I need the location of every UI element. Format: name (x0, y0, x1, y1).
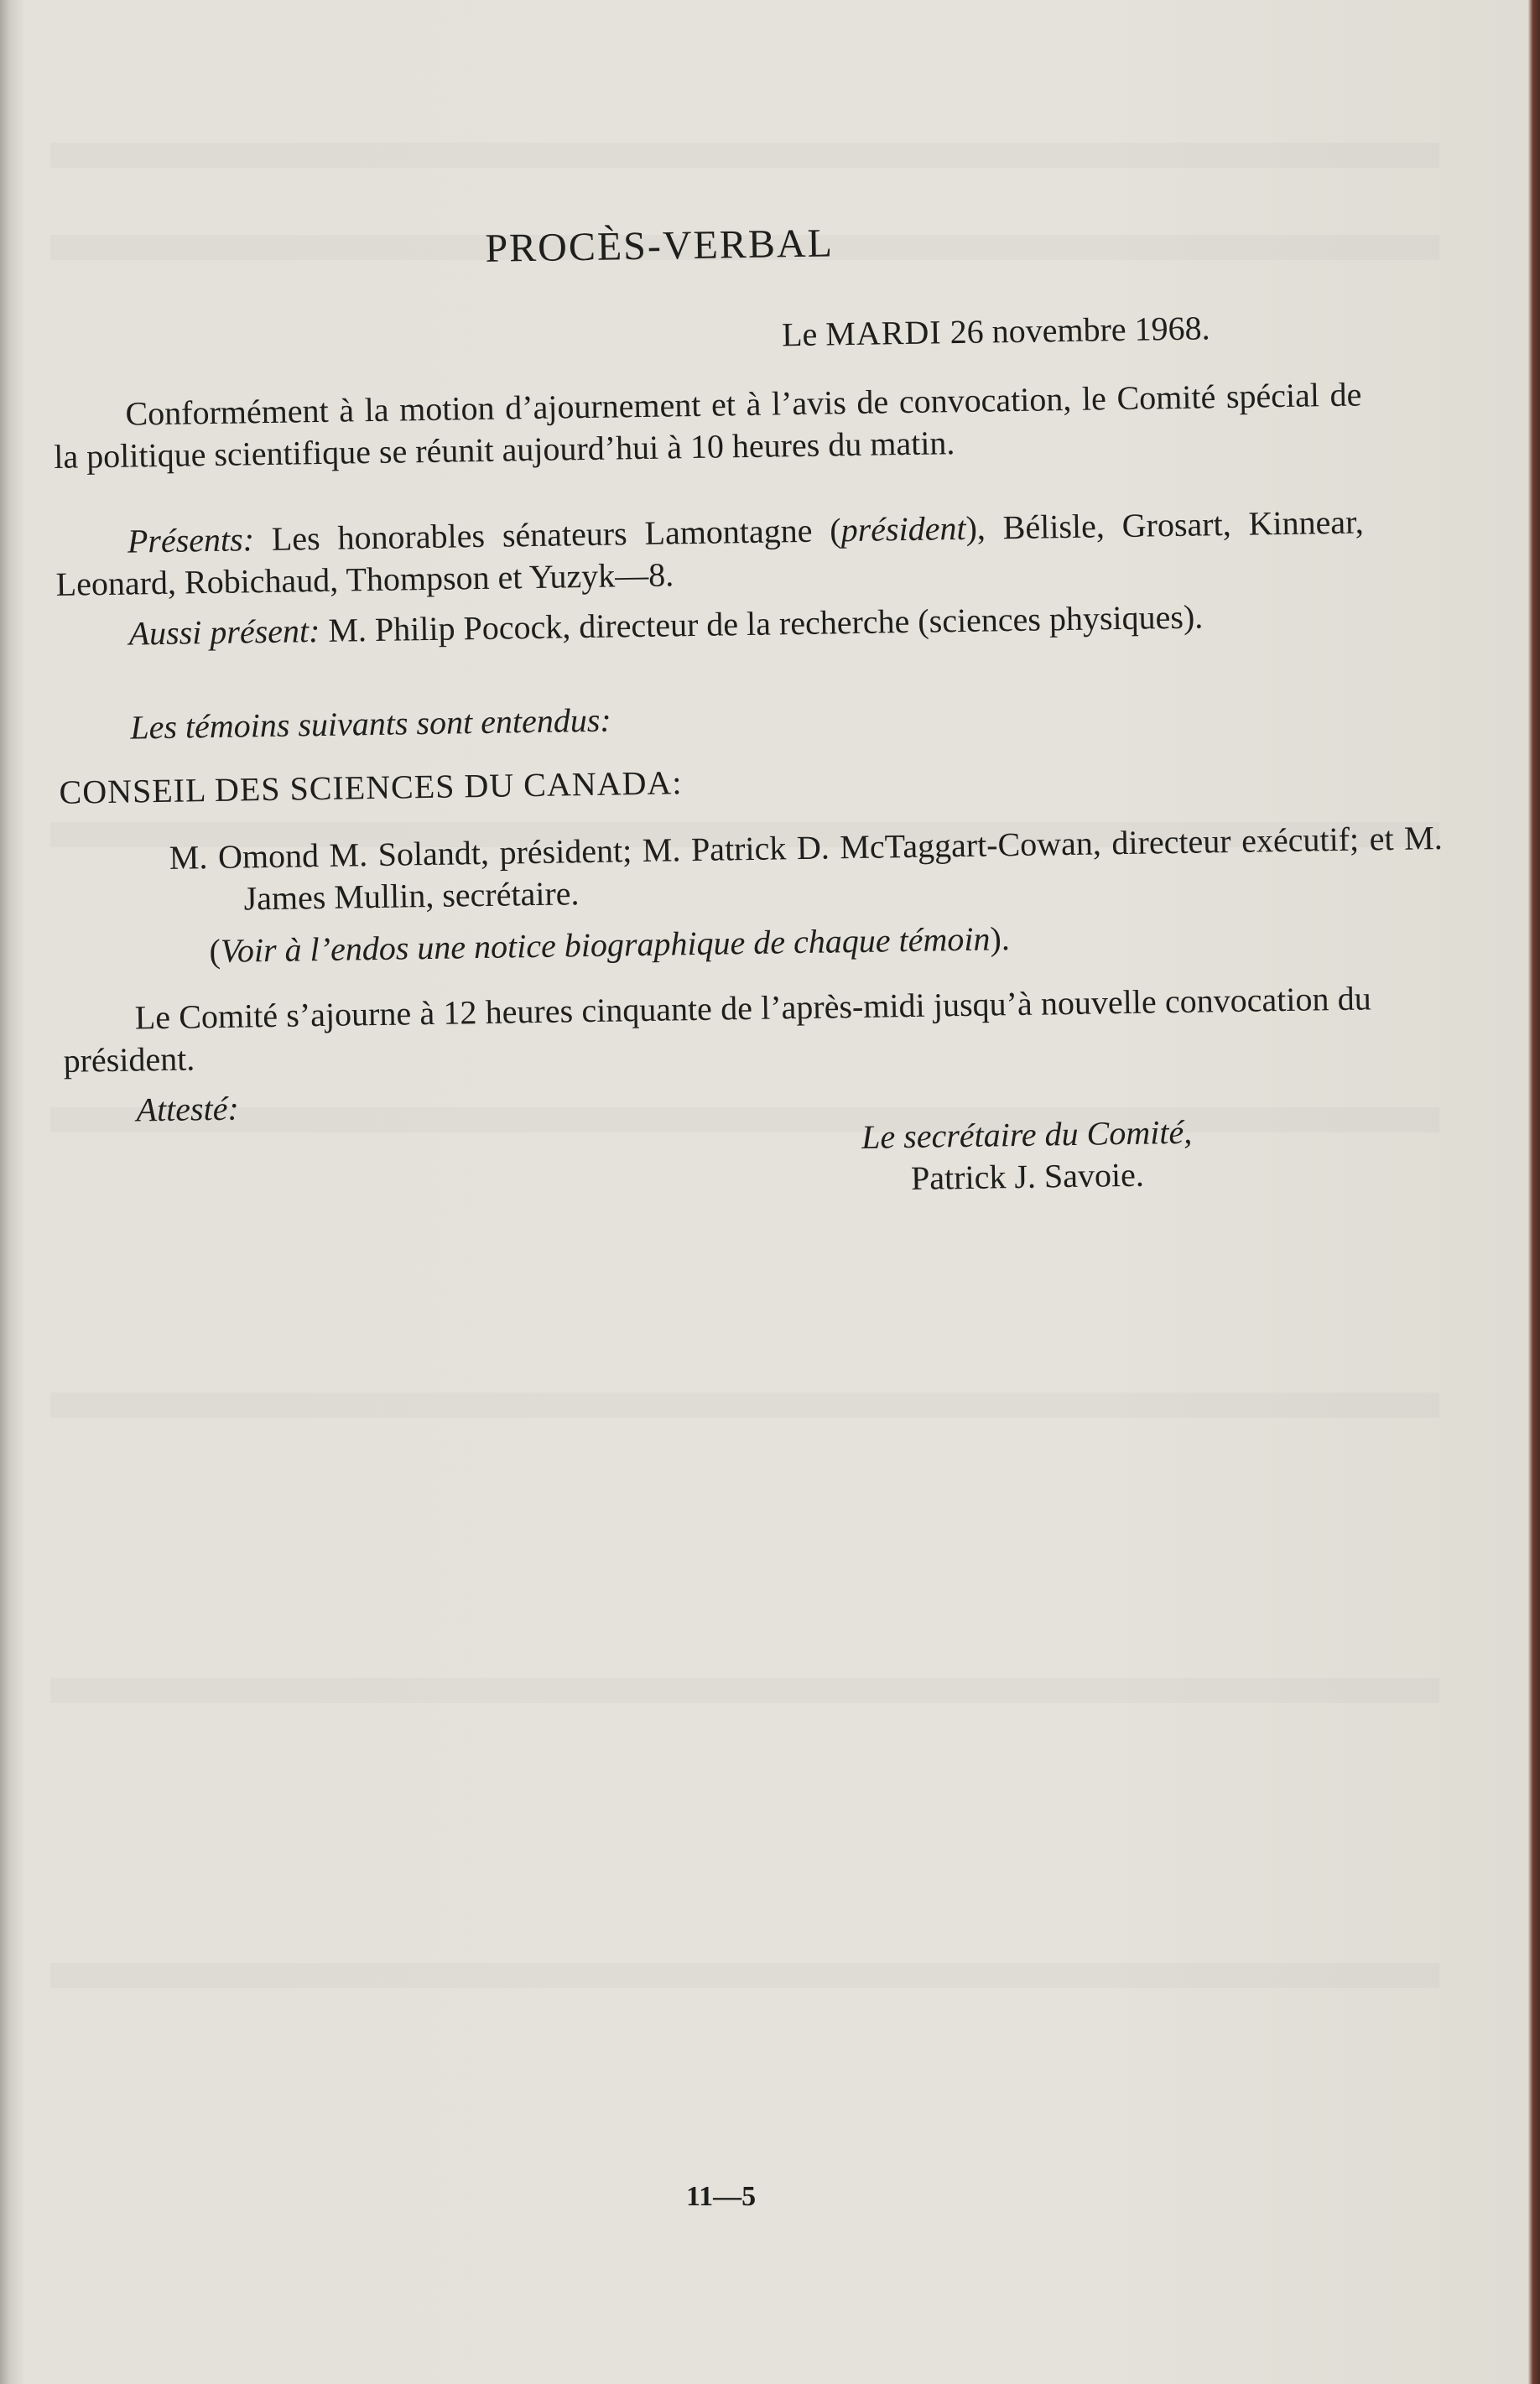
aussi-present-label: Aussi présent: (128, 612, 320, 653)
witnesses-heading: Les témoins suivants sont entendus: (130, 700, 611, 747)
page-title: PROCÈS-VERBAL (485, 221, 835, 271)
signature-block (861, 1111, 1194, 1200)
council-heading: CONSEIL DES SCIENCES DU CANADA: (59, 763, 683, 811)
attested-label: Attesté: (136, 1089, 240, 1129)
aussi-present-paragraph (56, 593, 1366, 655)
note-open: ( (209, 931, 221, 971)
date-weekday: MARDI (825, 313, 942, 353)
aussi-present-text: M. Philip Pocock, directeur de la recherche (sciences physiques). (328, 597, 1204, 649)
signature-role: Le secrétaire du Comité, (861, 1112, 1193, 1156)
signature-name: Patrick J. Savoie. (910, 1155, 1145, 1198)
presents-role: président (840, 508, 966, 549)
presents-label: Présents: (127, 520, 255, 560)
presents-text-before: Les honorables sénateurs Lamontagne ( (271, 511, 842, 558)
witness-list: M. Omond M. Solandt, président; M. Patrick D. McTaggart-Cowan, directeur exécutif; et M. James Mullin, secrétaire. (169, 819, 1444, 918)
page-number: 11—5 (686, 2181, 757, 2212)
page-content (50, 206, 1444, 1198)
date-rest: 26 novembre 1968. (949, 309, 1210, 351)
date-prefix: Le (781, 315, 818, 354)
page-edge (1528, 0, 1540, 2384)
motion-paragraph: Conformément à la motion d’ajournement et à l’avis de convocation, le Comité spécial de la politique scientifique se réunit aujourd’hui à 10 heures du matin. (53, 375, 1362, 476)
adjournment-paragraph: Le Comité s’ajourne à 12 heures cinquante de l’après-midi jusqu’à nouvelle convocation du président. (63, 979, 1371, 1080)
meeting-date (782, 307, 1210, 356)
presents-text-after: ), Bélisle, Grosart, Kinnear, Leonard, Robichaud, Thompson et Yuzyk—8. (55, 502, 1365, 603)
note-close: ). (990, 919, 1011, 958)
presents-paragraph (55, 501, 1365, 605)
biography-note (209, 918, 1010, 972)
note-text: Voir à l’endos une notice biographique de chaque témoin (220, 919, 991, 970)
